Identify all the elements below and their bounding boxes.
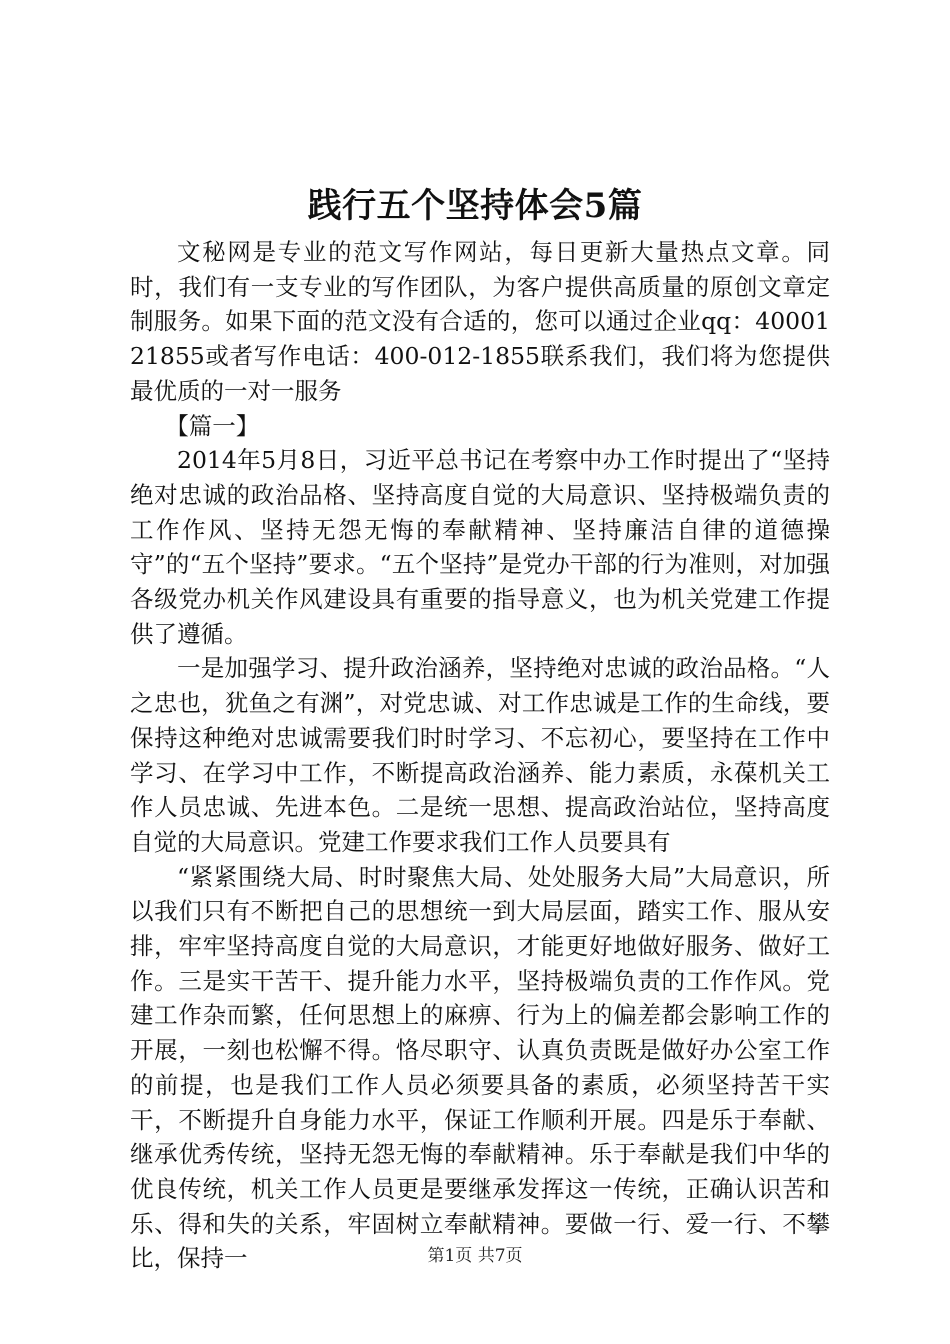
body-paragraph-3: “紧紧围绕大局、时时聚焦大局、处处服务大局”大局意识，所以我们只有不断把自己的思想统一到大局层面，踏实工作、服从安排，牢牢坚持高度自觉的大局意识，才能更好地做好服务、做好工作。三是实干苦干、提升能力水平，坚持极端负责的工作作风。党建工作杂而繁，任何思想上的麻痹、行为上的偏差都会影响工作的开展，一刻也松懈不得。恪尽职守、认真负责既是做好办公室工作的前提，也是我们工作人员必须要具备的素质，必须坚持苦干实干，不断提升自身能力水平，保证工作顺利开展。四是乐于奉献、继承优秀传统，坚持无怨无悔的奉献精神。乐于奉献是我们中华的优良传统，机关工作人员更是要继承发挥这一传统，正确认识苦和乐、得和失的关系，牢固树立奉献精神。要做一行、爱一行、不攀比，保持一	[130, 862, 830, 1273]
document-body	[130, 235, 830, 1276]
intro-paragraph: 文秘网是专业的范文写作网站，每日更新大量热点文章。同时，我们有一支专业的写作团队，为客户提供高质量的原创文章定制服务。如果下面的范文没有合适的，您可以通过企业qq：4000121855或者写作电话：400-012-1855联系我们，我们将为您提供最优质的一对一服务	[130, 238, 830, 405]
document-title: 践行五个坚持体会5篇	[307, 186, 643, 226]
body-paragraph-2: 一是加强学习、提升政治涵养，坚持绝对忠诚的政治品格。“人之忠也，犹鱼之有渊”，对党忠诚、对工作忠诚是工作的生命线，要保持这种绝对忠诚需要我们时时学习、不忘初心，要坚持在工作中学习、在学习中工作，不断提高政治涵养、能力素质，永葆机关工作人员忠诚、先进本色。二是统一思想、提高政治站位，坚持高度自觉的大局意识。党建工作要求我们工作人员要具有	[130, 654, 830, 856]
page-footer: 第1页 共7页	[427, 1246, 523, 1266]
section-label: 【篇一】	[165, 411, 260, 440]
body-paragraph-1: 2014年5月8日，习近平总书记在考察中办工作时提出了“坚持绝对忠诚的政治品格、坚持高度自觉的大局意识、坚持极端负责的工作作风、坚持无怨无悔的奉献精神、坚持廉洁自律的道德操守”的“五个坚持”要求。“五个坚持”是党办干部的行为准则，对加强各级党办机关作风建设具有重要的指导意义，也为机关党建工作提供了遵循。	[130, 446, 830, 648]
